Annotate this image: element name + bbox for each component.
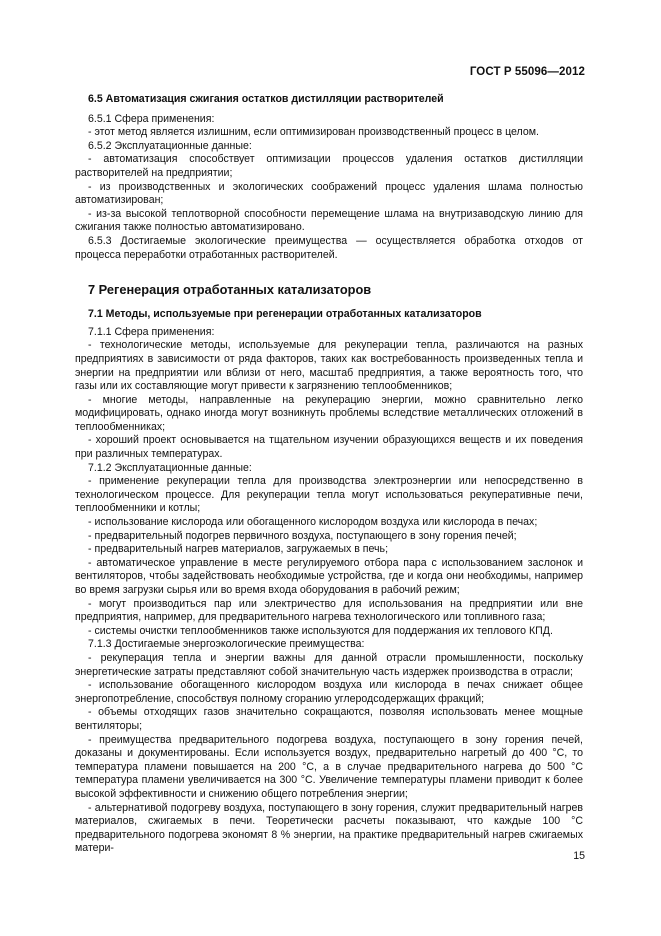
paragraph: - автоматизация способствует оптимизации процессов удаления остатков дистилляции растворителей на предприятии;	[75, 153, 583, 179]
section-7-1-heading: 7.1 Методы, используемые при регенерации отработанных катализаторов	[88, 308, 482, 321]
paragraph: - рекуперация тепла и энергии важны для данной отрасли промышленности, поскольку энергетические затраты представляют собой значительную часть издержек производства в отрасли;	[75, 651, 583, 678]
paragraph: - из-за высокой теплотворной способности перемещение шлама на внутризаводскую линию для сжигания также полностью автоматизировано.	[75, 207, 583, 234]
paragraph: 6.5.1 Сфера применения:	[88, 112, 215, 125]
paragraph: - использование обогащенного кислородом воздуха или кислорода в печах снижает общее энергопотребление, способствуя полному сгоранию углеродсодержащих фракций;	[75, 679, 583, 705]
paragraph: - альтернативой подогреву воздуха, поступающего в зону горения, служит предварительный нагрев материалов, сжигаемых в печи. Теоретически расчеты показывают, что каждые 100 °С предварительного подогрева экономят 8 % энергии, на практике предварительный нагрев сжигаемых матери-	[75, 801, 583, 855]
section-6-5-heading: 6.5 Автоматизация сжигания остатков дистилляции растворителей	[88, 93, 444, 105]
paragraph: 7.1.2 Эксплуатационные данные:	[88, 461, 252, 474]
paragraph: 6.5.2 Эксплуатационные данные:	[88, 139, 252, 152]
paragraph: - системы очистки теплообменников также используются для поддержания их теплового КПД.	[88, 624, 553, 637]
paragraph: - преимущества предварительного подогрева воздуха, поступающего в зону горения печей, доказаны и документированы. Если используется воздух, предварительно нагретый до 400 °С, то температура пламени повышается на 200 °С, а в случае предварительного нагрева до 500 °С температура пламени увеличивается на 300 °С. Увеличение температуры пламени приводит к более высокой эффективности и снижению общего потребления энергии;	[75, 733, 583, 800]
paragraph: - объемы отходящих газов значительно сокращаются, позволяя использовать менее мощные вентиляторы;	[75, 706, 583, 732]
paragraph: - предварительный нагрев материалов, загружаемых в печь;	[88, 543, 389, 556]
page-body	[75, 93, 583, 856]
paragraph: - многие методы, направленные на рекуперацию энергии, можно сравнительно легко модифицировать, однако иногда могут возникнуть проблемы вследствие металлических отложений в теплообменниках;	[75, 393, 583, 433]
section-7-heading: 7 Регенерация отработанных катализаторов	[88, 282, 372, 298]
paragraph: - технологические методы, используемые для рекуперации тепла, различаются на разных предприятиях в зависимости от ряда факторов, таких как востребованность произведенных тепла и энергии на предприятии или вблизи от него, масштаб предприятия, а также вероятность того, что газы или их составляющие могут привести к загрязнению теплообменников;	[75, 339, 583, 393]
paragraph: - хороший проект основывается на тщательном изучении образующихся веществ и их поведения при различных температурах.	[75, 434, 583, 461]
page-number: 15	[573, 850, 585, 862]
standard-code-header: ГОСТ Р 55096—2012	[469, 66, 585, 78]
paragraph: - применение рекуперации тепла для производства электроэнергии или непосредственно в технологическом процессе. Для рекуперации тепла могут использоваться рекуперативные печи, теплообменники и котлы;	[75, 475, 583, 515]
paragraph: - этот метод является излишним, если оптимизирован производственный процесс в целом.	[88, 126, 539, 139]
paragraph: 6.5.3 Достигаемые экологические преимущества — осуществляется обработка отходов от процесса переработки отработанных растворителей.	[75, 234, 583, 261]
paragraph: 7.1.3 Достигаемые энергоэкологические преимущества:	[88, 638, 365, 651]
paragraph: 7.1.1 Сфера применения:	[88, 325, 215, 338]
paragraph: - использование кислорода или обогащенного кислородом воздуха или кислорода в печах;	[88, 516, 538, 529]
paragraph: - могут производиться пар или электричество для использования на предприятии или вне предприятия, например, для предварительного нагрева технологического или топливного газа;	[75, 597, 583, 624]
paragraph: - автоматическое управление в месте регулируемого отбора пара с использованием заслонок и вентиляторов, чтобы задействовать необходимые устройства, где и когда они необходимы, например во время загрузки сырья или во время входа оборудования в рабочий режим;	[75, 556, 583, 596]
paragraph: - предварительный подогрев первичного воздуха, поступающего в зону горения печей;	[88, 529, 517, 542]
paragraph: - из производственных и экологических соображений процесс удаления шлама полностью автоматизирован;	[75, 180, 583, 207]
